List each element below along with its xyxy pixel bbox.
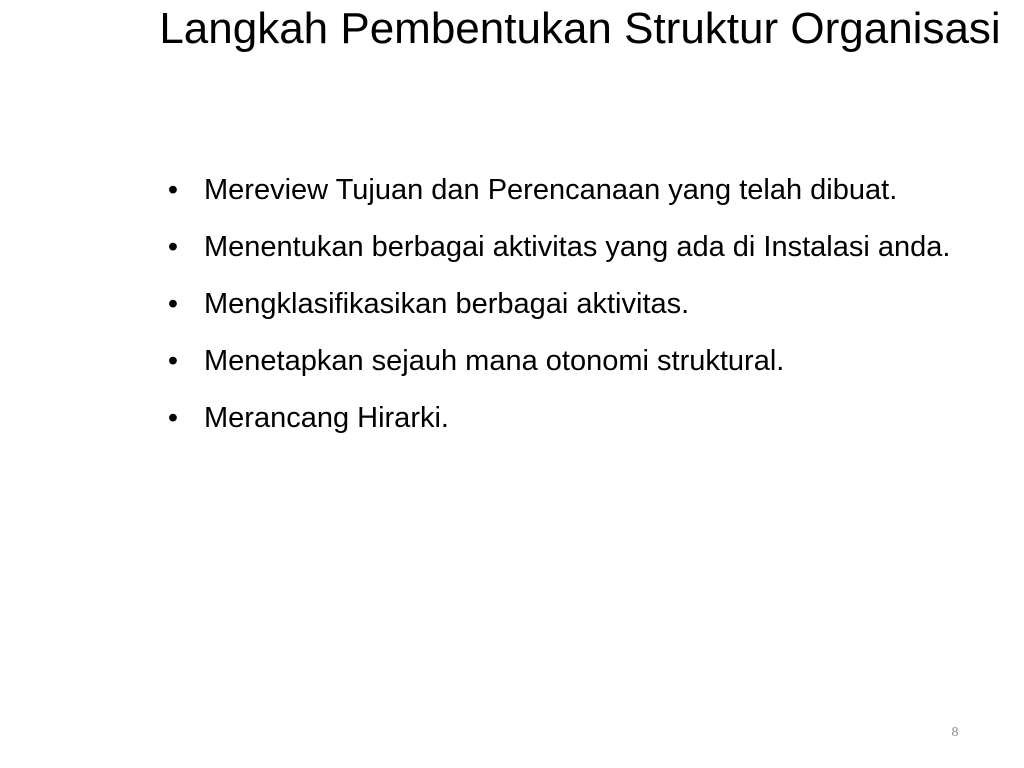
- bullet-icon: •: [167, 231, 179, 263]
- list-item: [160, 339, 960, 383]
- bullet-text: Menentukan berbagai aktivitas yang ada di Instalasi anda.: [204, 231, 951, 263]
- bullet-icon: •: [167, 174, 179, 206]
- bullet-icon: •: [167, 402, 179, 434]
- bullet-text: Merancang Hirarki.: [204, 402, 449, 434]
- list-item: [160, 225, 960, 269]
- slide-title: Langkah Pembentukan Struktur Organisasi: [159, 4, 1001, 53]
- list-item: [160, 168, 960, 212]
- list-item: [160, 396, 960, 440]
- bullet-text: Mengklasifikasikan berbagai aktivitas.: [204, 288, 690, 320]
- bullet-text: Menetapkan sejauh mana otonomi struktural.: [204, 345, 785, 377]
- bullet-icon: •: [167, 345, 179, 377]
- bullet-list: [160, 168, 960, 453]
- page-number: 8: [951, 725, 959, 740]
- bullet-text: Mereview Tujuan dan Perencanaan yang telah dibuat.: [204, 174, 898, 206]
- list-item: [160, 282, 960, 326]
- bullet-icon: •: [167, 288, 179, 320]
